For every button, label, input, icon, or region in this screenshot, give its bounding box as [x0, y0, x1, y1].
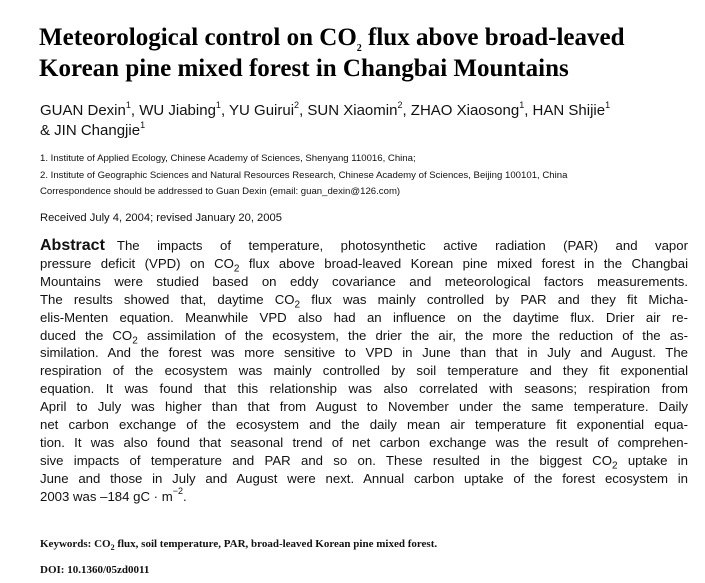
abstract-subscript: 2: [132, 335, 138, 347]
abstract-line: equation. It was found that this relationship was also correlated with seasons; respiration from: [40, 381, 688, 397]
title-text: Meteorological control on CO: [39, 24, 357, 51]
author-affiliation: 1: [215, 100, 221, 110]
title-subscript: 2: [356, 43, 362, 54]
author-affiliation: 2: [294, 100, 300, 110]
abstract-text: The impacts of temperature, photosynthetic active radiation (PAR) and vapor: [116, 238, 688, 253]
author-name: & JIN Changjie: [40, 122, 141, 139]
author-separator: ,: [402, 102, 411, 119]
abstract-subscript: 2: [611, 460, 618, 472]
author-name: ZHAO Xiaosong: [410, 102, 520, 119]
author-name: SUN Xiaomin: [307, 102, 398, 119]
author-separator: ,: [524, 102, 533, 119]
author-separator: ,: [299, 102, 308, 119]
author-affiliation: 2: [397, 100, 403, 110]
author-line-1: [40, 101, 690, 121]
author-affiliation: 1: [605, 100, 611, 110]
keywords-subscript: 2: [110, 543, 115, 553]
abstract-line: [40, 488, 688, 506]
abstract-subscript: 2: [233, 263, 240, 275]
abstract-text: flux was mainly controlled by PAR and they fit Micha-: [300, 291, 688, 307]
abstract-line: [40, 255, 688, 273]
correspondence-note: Correspondence should be addressed to Guan Dexin (email: guan_dexin@126.com): [40, 186, 401, 197]
abstract-text: duced the CO: [40, 327, 133, 343]
paper-title: [39, 22, 679, 84]
abstract-text: The results showed that, daytime CO: [40, 291, 295, 307]
abstract-line: April to July was higher than that from August to November under the same temperature. Daily: [40, 399, 688, 415]
author-name: WU Jiabing: [139, 102, 216, 119]
author-name: HAN Shijie: [532, 102, 606, 119]
abstract-line: [40, 452, 688, 470]
keywords-text: flux, soil temperature, PAR, broad-leaved Korean pine mixed forest.: [114, 538, 438, 550]
author-list: [40, 101, 690, 141]
title-text: flux above broad-leaved: [361, 24, 625, 51]
title-line-2: Korean pine mixed forest in Changbai Mountains: [39, 55, 569, 82]
title-line-1: [39, 22, 679, 53]
abstract-line: elis-Menten equation. Meanwhile VPD also had an influence on the daytime flux. Drier air re-: [40, 309, 688, 325]
abstract-line: Mountains were studied based on eddy covariance and meteorological factors measurements.: [40, 273, 688, 289]
abstract-line: similation. And the forest was more sensitive to VPD in June than that in July and August. The: [40, 345, 688, 361]
received-dates: Received July 4, 2004; revised January 20, 2005: [40, 212, 282, 224]
abstract-heading: Abstract: [40, 237, 105, 254]
abstract-text: pressure deficit (VPD) on CO: [40, 255, 234, 271]
abstract-superscript: −2: [172, 486, 183, 497]
abstract-line: [40, 327, 688, 345]
abstract-text: uptake in: [617, 452, 688, 468]
author-separator: ,: [220, 102, 230, 119]
abstract-line: net carbon exchange of the ecosystem and the daily mean air temperature fit exponential equa-: [40, 417, 688, 433]
author-name: YU Guirui: [229, 102, 295, 119]
abstract-text: .: [182, 488, 187, 504]
keywords-label: Keywords:: [40, 538, 92, 550]
abstract-line: [40, 291, 688, 309]
author-separator: ,: [130, 102, 140, 119]
abstract: [40, 237, 688, 506]
affiliations: [40, 151, 700, 201]
affiliation-2: 2. Institute of Geographic Sciences and Natural Resources Research, Chinese Academy of Sciences, Beijing 100101, China: [40, 169, 568, 181]
abstract-text: assimilation of the ecosystem, the drier the air, the more the reduction of the as-: [137, 327, 689, 343]
author-affiliation: 1: [140, 120, 146, 130]
abstract-line: June and those in July and August were next. Annual carbon uptake of the forest ecosystem in: [40, 470, 688, 486]
abstract-text: sive impacts of temperature and PAR and so on. These resulted in the biggest CO: [40, 452, 612, 468]
author-line-2: [40, 121, 690, 141]
keywords: [40, 537, 437, 551]
affiliation-1: 1. Institute of Applied Ecology, Chinese Academy of Sciences, Shenyang 110016, China;: [40, 153, 416, 164]
keywords-text: CO: [91, 538, 111, 550]
abstract-text: 2003 was –184 gC · m: [40, 488, 173, 504]
author-name: GUAN Dexin: [40, 102, 126, 119]
author-affiliation: 1: [519, 100, 525, 110]
author-affiliation: 1: [125, 100, 131, 110]
abstract-text: flux above broad-leaved Korean pine mixed forest in the Changbai: [239, 255, 688, 271]
abstract-line: tion. It was also found that seasonal trend of net carbon exchange was the result of comprehen-: [40, 434, 688, 450]
abstract-line: [40, 237, 688, 255]
doi: DOI: 10.1360/05zd0011: [40, 564, 150, 576]
abstract-subscript: 2: [294, 299, 301, 311]
abstract-line: respiration of the ecosystem was mainly controlled by soil temperature and they fit exponential: [40, 363, 688, 379]
